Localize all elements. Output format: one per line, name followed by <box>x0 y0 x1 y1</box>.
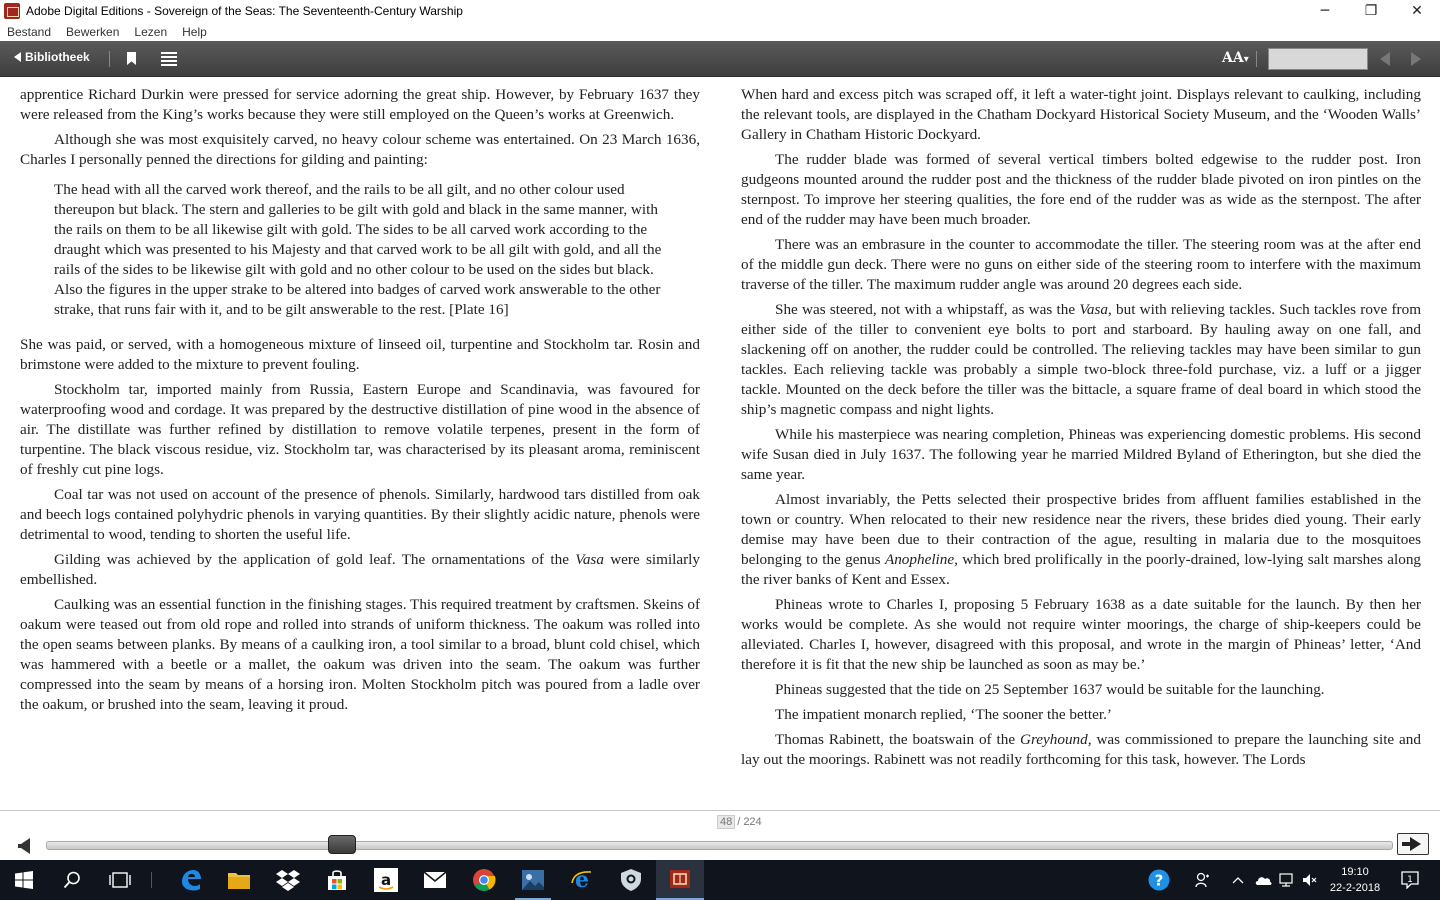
paragraph-text: which bred prolifically in the poorly-drained, low-lying salt marshes along the river banks of Kent and Essex. <box>741 551 1422 588</box>
menu-help[interactable]: Help <box>182 24 207 39</box>
amazon-icon <box>374 868 398 892</box>
paragraph <box>741 85 1421 145</box>
font-size-label: AA <box>1222 50 1244 66</box>
italic-text: Greyhound, <box>1019 731 1092 748</box>
clock-date: 22-2-2018 <box>1329 882 1381 894</box>
edge-icon <box>179 868 203 892</box>
folder-icon <box>227 870 251 890</box>
font-size-icon[interactable]: AA▾ <box>1222 50 1249 66</box>
paragraph <box>741 490 1421 590</box>
chrome-icon <box>472 868 496 892</box>
table-of-contents-icon[interactable] <box>161 52 177 65</box>
paragraph-text: While his masterpiece was nearing completion, Phineas was experiencing domestic problems. His second wife Susan died in July 1637. The following year he married Mildred Byland of Etherington, but she died the same year. <box>741 426 1421 483</box>
taskbar-security[interactable] <box>607 860 655 900</box>
task-view-button[interactable] <box>96 860 144 900</box>
paragraph-text: There was an embrasure in the counter to accommodate the tiller. The steering room was at the after end of the middle gun deck. There were no guns on either side of the steering room to interfere with the maximum traverse of the tiller. The maximum rudder angle was around 20 degrees each side. <box>741 236 1421 293</box>
paragraph <box>20 130 700 170</box>
paragraph-text: When hard and excess pitch was scraped off, it left a water-tight joint. Displays relevant to caulking, including the relevant tools, are displayed in the Chatham Dockyard Historical Society Museum, and the ‘Wooden Walls’ Gallery in Chatham Historic Dockyard. <box>741 86 1421 143</box>
window-title: Adobe Digital Editions - Sovereign of the Seas: The Seventeenth-Century Warship <box>26 4 463 18</box>
paragraph <box>20 85 700 125</box>
toolbar-divider <box>1256 51 1257 67</box>
paragraph-text: Gilding was achieved by the application of gold leaf. The ornamentations of the <box>54 551 576 568</box>
paragraph-text: She was steered, not with a whipstaff, as was the <box>775 301 1080 318</box>
paragraph-text: were similarly embellished. <box>20 551 700 588</box>
window-controls <box>1302 0 1440 22</box>
paragraph <box>20 485 700 545</box>
paragraph <box>741 595 1421 675</box>
system-clock[interactable] <box>1324 864 1386 896</box>
search-next-icon[interactable] <box>1411 52 1421 66</box>
next-page-button[interactable] <box>1397 833 1429 855</box>
paragraph-text: The impatient monarch replied, ‘The sooner the better.’ <box>775 706 1112 723</box>
dropbox-icon <box>276 869 300 891</box>
left-page-text <box>20 85 700 720</box>
volume-tray-icon[interactable] <box>1299 860 1321 900</box>
paragraph <box>20 550 700 590</box>
back-arrow-icon <box>14 52 21 62</box>
bookmark-icon[interactable] <box>127 52 136 65</box>
network-tray-icon[interactable] <box>1276 860 1298 900</box>
windows-logo-icon <box>15 871 33 889</box>
taskbar-store[interactable] <box>313 860 361 900</box>
people-icon <box>1195 872 1211 888</box>
chevron-up-icon <box>1232 876 1244 884</box>
taskbar-divider <box>151 872 152 888</box>
help-tray-button[interactable] <box>1140 860 1178 900</box>
paragraph-text: The rudder blade was formed of several vertical timbers bolted edgewise to the rudder post. Iron gudgeons mounted around the rudder post and the thickness of the rudder blade pivoted on iron pintles on the sternpost. To improve her steering qualities, the fore end of the rudder was as wide as the sternpost. The after end of the rudder may have been much broader. <box>741 151 1421 228</box>
people-tray-button[interactable] <box>1186 860 1220 900</box>
current-page-field[interactable]: 48 <box>717 815 735 829</box>
search-input[interactable] <box>1268 48 1368 70</box>
italic-text: Vasa <box>1079 301 1109 318</box>
search-taskbar-button[interactable] <box>48 860 96 900</box>
volume-muted-icon <box>1302 873 1318 887</box>
photos-icon <box>521 869 545 891</box>
menu-bestand[interactable]: Bestand <box>7 24 52 39</box>
paragraph-text: apprentice Richard Durkin were pressed for service adorning the great ship. However, by February 1637 they were released from the King’s works because they were still employed on the Queen’s works at Greenwich. <box>20 86 700 123</box>
clock-time: 19:10 <box>1341 866 1369 878</box>
paragraph <box>741 425 1421 485</box>
mail-icon <box>423 871 447 889</box>
svg-text:a: a <box>380 871 392 889</box>
paragraph-text: Phineas suggested that the tide on 25 September 1637 would be suitable for the launching. <box>775 681 1325 698</box>
restore-button[interactable]: ❐ <box>1364 3 1378 19</box>
paragraph-text: Phineas wrote to Charles I, proposing 5 February 1638 as a date suitable for the launch. By then her works would be complete. As she would not require winter moorings, the charge of ship-keepers could be alleviated. Charles I, however, disagreed with this proposal, and wrote in the margin of Phineas’ letter, ‘And therefore it is fit that the new ship be launched as soon as may be.’ <box>741 596 1421 673</box>
minimize-button[interactable]: ─ <box>1320 3 1330 19</box>
menu-lezen[interactable]: Lezen <box>134 24 168 39</box>
svg-text:?: ? <box>1154 871 1164 890</box>
windows-taskbar <box>0 860 1440 900</box>
total-pages: 224 <box>743 816 762 828</box>
page-slider-track[interactable] <box>46 841 1393 850</box>
taskbar-edge[interactable] <box>167 860 215 900</box>
paragraph-text: Thomas Rabinett, the boatswain of the <box>775 731 1020 748</box>
taskbar-mail[interactable] <box>411 860 459 900</box>
title-bar <box>0 0 1440 22</box>
paragraph <box>20 335 700 375</box>
menu-bewerken[interactable]: Bewerken <box>66 24 120 39</box>
paragraph-text: Caulking was an essential function in the finishing stages. This required treatment by craftsmen. Skeins of oakum were teased out from old rope and rolled into strands of uniform thickness. The oakum was rolled into the open seams between planks. By means of a caulking iron, a tool similar to a broad, blunt cold chisel, which was hammered with a beetle or a mallet, the oakum was driven into the seam. The oakum was further compressed into the seam by means of a horsing iron. Molten Stockholm pitch was poured from a ladle over the oakum, or brushed into the seam, leaving it proud. <box>20 596 700 713</box>
search-icon <box>63 871 81 889</box>
paragraph <box>741 235 1421 295</box>
help-icon <box>1148 869 1170 891</box>
library-button[interactable] <box>14 50 90 64</box>
close-button[interactable]: ✕ <box>1411 3 1423 19</box>
reader-toolbar <box>0 41 1440 77</box>
paragraph-text: , but with relieving tackles. Such tackles rove from either side of the tiller to convenient eye bolts to port and starboard. By hauling away on one fall, and slackening off on another, the rudder could be controlled. The relieving tackles may have been similar to gun tackles. Each relieving tackle was probably a simple two-block three-fold purchase, viz. a luff or a jigger tackle. Mounted on the deck before the tiller was the bittacle, a square frame of deal board in which stood the ship’s magnetic compass and night lights. <box>741 301 1422 418</box>
paragraph-text: The head with all the carved work thereof, and the rails to be all gilt, and no other colour used thereupon but black. The stern and galleries to be gilt with gold and black in the same manner, with the rails on them to be all likewise gilt with gold. The sides to be all carved work according to the draught which was presented to his Majesty and that carved work to be all gilt with gold, and all the rails of the sides to be likewise gilt with gold and no other colour to be used on the sides but black. Also the figures in the upper strake to be altered into badges of carved work answerable to the other strake, that runs fair with it, and to be gilt answerable to the rest. [Plate 16] <box>54 181 662 318</box>
shield-icon <box>620 868 642 892</box>
taskbar-adobe-digital-editions[interactable] <box>656 860 704 900</box>
library-label: Bibliotheek <box>25 50 90 64</box>
taskbar-chrome[interactable] <box>460 860 508 900</box>
italic-text: Vasa <box>575 551 604 568</box>
taskbar-internet-explorer[interactable] <box>558 860 606 900</box>
page-separator: / <box>737 816 741 828</box>
paragraph <box>741 705 1421 725</box>
paragraph <box>20 380 700 480</box>
paragraph <box>741 680 1421 700</box>
search-previous-icon[interactable] <box>1380 52 1390 66</box>
taskbar-file-explorer[interactable] <box>215 860 263 900</box>
paragraph <box>741 730 1421 770</box>
svg-text:e: e <box>575 868 589 892</box>
notification-center-button[interactable] <box>1396 860 1424 900</box>
italic-text: Anopheline, <box>884 551 958 568</box>
taskbar-amazon[interactable] <box>362 860 410 900</box>
start-button[interactable] <box>0 860 48 900</box>
taskbar-dropbox[interactable] <box>264 860 312 900</box>
cloud-icon <box>1254 874 1272 886</box>
paragraph <box>54 180 666 320</box>
paragraph-text: Although she was most exquisitely carved, no heavy colour scheme was entertained. On 23 March 1636, Charles I personally penned the directions for gilding and painting: <box>20 131 700 168</box>
paragraph-text: Almost invariably, the Petts selected their prospective brides from affluent families established in the town or country. When relocated to their new residence near the rivers, these brides died young. Their early demise may have been due to their contraction of the ague, resulting in malaria due to the mosquitoes belonging to the genus <box>741 491 1421 568</box>
adobe-digital-editions-icon <box>4 3 20 19</box>
paragraph <box>741 300 1421 420</box>
svg-text:1: 1 <box>1407 875 1413 885</box>
notification-icon <box>1401 871 1419 889</box>
network-icon <box>1279 873 1295 887</box>
task-view-icon <box>109 872 131 888</box>
toolbar-divider <box>109 51 110 67</box>
page-navigation <box>0 810 1440 860</box>
previous-page-icon[interactable] <box>18 838 30 854</box>
menu-bar <box>0 22 1440 41</box>
paragraph <box>20 595 700 715</box>
paragraph-text: was commissioned to prepare the launching site and lay out the moorings. Rabinett was not readily forthcoming for this task, however. The Lords <box>741 731 1421 768</box>
paragraph-text: She was paid, or served, with a homogeneous mixture of linseed oil, turpentine and Stockholm tar. Rosin and brimstone were added to the mixture to prevent fouling. <box>20 336 700 373</box>
page-slider-thumb[interactable] <box>328 835 356 854</box>
adobe-digital-editions-icon <box>669 869 691 889</box>
show-hidden-icons[interactable] <box>1228 860 1248 900</box>
paragraph-text: Coal tar was not used on account of the presence of phenols. Similarly, hardwood tars distilled from oak and beech logs contained polyhydric phenols in varying quantities. By their slightly acidic nature, phenols were detrimental to wood, tending to shorten the useful life. <box>20 486 700 543</box>
taskbar-photos[interactable] <box>509 860 557 900</box>
paragraph <box>741 150 1421 230</box>
internet-explorer-icon <box>570 868 594 892</box>
onedrive-tray-icon[interactable] <box>1252 860 1274 900</box>
paragraph-text: Stockholm tar, imported mainly from Russia, Eastern Europe and Scandinavia, was favoured for waterproofing wood and cordage. It was prepared by the destructive distillation of pine wood in the absence of air. The distillate was further refined by distillation to remove volatile terpenes, present in the form of turpentine. The black viscous residue, viz. Stockholm tar, was characterised by its pleasant aroma, reminiscent of freshly cut pine logs. <box>20 381 700 478</box>
page-indicator <box>717 815 762 829</box>
right-page-text <box>741 85 1421 775</box>
store-icon <box>326 869 348 891</box>
